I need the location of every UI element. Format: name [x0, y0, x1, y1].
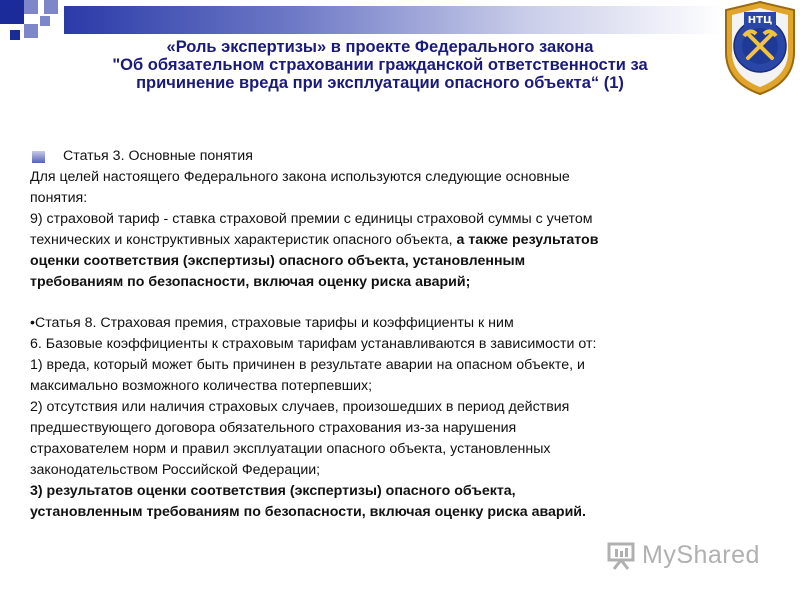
text-bold: а также результатов [456, 232, 599, 248]
text-line: 9) страховой тариф - ставка страховой премии с единицы страховой суммы с учетом [30, 211, 593, 227]
header-gradient-bar [64, 6, 724, 34]
text-line: 6. Базовые коэффициенты к страховым тарифам устанавливаются в зависимости от: [30, 336, 597, 352]
heading-text: Статья 3. Основные понятия [63, 148, 253, 164]
square-bullet-icon [32, 151, 45, 163]
page-title [40, 38, 720, 92]
text-line-bold: требованиям по безопасности, включая оценку риска аварий; [30, 274, 471, 290]
title-line-1: «Роль экспертизы» в проекте Федерального закона [166, 38, 594, 56]
decor-square [40, 16, 50, 26]
decor-square [24, 0, 38, 14]
decor-square [24, 24, 38, 38]
decor-square [0, 0, 24, 24]
decor-square [44, 0, 58, 14]
text-line-bold: 3) результатов оценки соответствия (экспертизы) опасного объекта, [30, 483, 516, 499]
text-line-bold: оценки соответствия (экспертизы) опасного объекта, установленным [30, 253, 526, 269]
shield-emblem-icon [722, 0, 798, 96]
decor-square [10, 30, 20, 40]
text-line: понятия: [30, 190, 88, 206]
watermark-text: MyShared [642, 540, 760, 569]
text-line [30, 230, 780, 251]
text-line: 1) вреда, который может быть причинен в результате аварии на опасном объекте, и [30, 357, 585, 373]
text-line: страхователем норм и правил эксплуатации опасного объекта, установленных [30, 441, 551, 457]
logo-abbr: НТЦ [747, 15, 773, 26]
title-line-2: "Об обязательном страховании гражданской ответственности за [112, 56, 648, 74]
myshared-watermark [606, 536, 766, 574]
ntc-logo [722, 0, 798, 96]
text-line: предшествующего договора обязательного страхования из-за нарушения [30, 420, 517, 436]
slide-body [30, 146, 780, 523]
text-line-bold: установленным требованиям по безопасности, включая оценку риска аварий. [30, 504, 586, 520]
section-heading-article-3 [30, 146, 780, 167]
text-line: законодательством Российской Федерации; [30, 462, 321, 478]
title-line-3: причинение вреда при эксплуатации опасного объекта“ (1) [136, 74, 624, 92]
text-line: Для целей настоящего Федерального закона используются следующие основные [30, 169, 570, 185]
text-line: 2) отсутствия или наличия страховых случаев, произошедших в период действия [30, 399, 570, 415]
text-line: максимально возможного количества потерпевших; [30, 378, 373, 394]
section-heading-article-8: •Статья 8. Страховая премия, страховые тарифы и коэффициенты к ним [30, 315, 514, 331]
presentation-board-icon [606, 540, 636, 570]
text-normal: технических и конструктивных характеристик опасного объекта, [30, 232, 457, 248]
spacer [30, 293, 780, 313]
